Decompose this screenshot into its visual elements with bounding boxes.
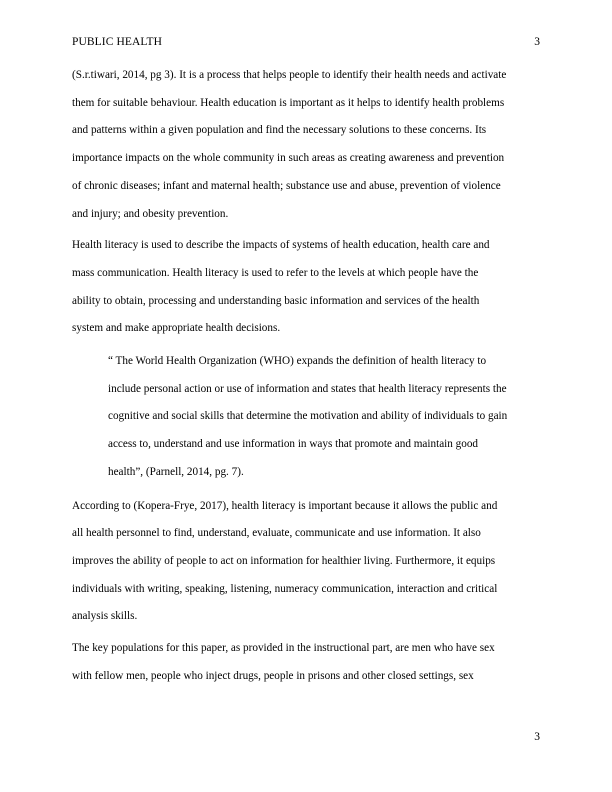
text-line: system and make appropriate health decisions. xyxy=(72,322,281,335)
text-line: analysis skills. xyxy=(72,610,138,623)
text-line: mass communication. Health literacy is used to refer to the levels at which people have the xyxy=(72,266,479,279)
text-line: According to (Kopera-Frye, 2017), health literacy is important because it allows the public and xyxy=(72,499,498,512)
paragraph-health-literacy xyxy=(72,232,542,343)
paragraph-health-education xyxy=(72,62,542,228)
text-line: and injury; and obesity prevention. xyxy=(72,207,229,220)
text-line: health”, (Parnell, 2014, pg. 7). xyxy=(108,465,244,478)
text-line: access to, understand and use information in ways that promote and maintain good xyxy=(108,438,479,451)
document-body xyxy=(72,62,542,694)
paragraph-key-populations xyxy=(72,635,542,690)
text-line: Health literacy is used to describe the impacts of systems of health education, health care and xyxy=(72,239,490,252)
text-line: (S.r.tiwari, 2014, pg 3). It is a process that helps people to identify their health needs and activate xyxy=(72,69,507,81)
text-line: of chronic diseases; infant and maternal health; substance use and abuse, prevention of violence xyxy=(72,179,501,192)
block-quote-who xyxy=(108,348,542,487)
text-line: importance impacts on the whole community in such areas as creating awareness and prevention xyxy=(72,152,505,165)
text-line: with fellow men, people who inject drugs, people in prisons and other closed settings, sex xyxy=(72,669,474,682)
paragraph-importance xyxy=(72,493,542,632)
text-line: improves the ability of people to act on information for healthier living. Furthermore, it equips xyxy=(72,554,496,567)
text-line: “ The World Health Organization (WHO) expands the definition of health literacy to xyxy=(108,355,487,368)
text-line: The key populations for this paper, as provided in the instructional part, are men who have sex xyxy=(72,642,495,655)
text-line: ability to obtain, processing and understanding basic information and services of the health xyxy=(72,294,480,307)
header-page-number: 3 xyxy=(534,36,540,48)
text-line: cognitive and social skills that determine the motivation and ability of individuals to gain xyxy=(108,410,508,423)
text-line: individuals with writing, speaking, listening, numeracy communication, interaction and critical xyxy=(72,582,498,595)
footer-page-number: 3 xyxy=(534,731,540,743)
text-line: include personal action or use of information and states that health literacy represents the xyxy=(108,382,507,395)
text-line: and patterns within a given population and find the necessary solutions to these concerns. Its xyxy=(72,124,487,137)
text-line: them for suitable behaviour. Health education is important as it helps to identify health problems xyxy=(72,96,505,109)
running-head: PUBLIC HEALTH xyxy=(72,36,163,48)
text-line: all health personnel to find, understand, evaluate, communicate and use information. It also xyxy=(72,527,481,540)
